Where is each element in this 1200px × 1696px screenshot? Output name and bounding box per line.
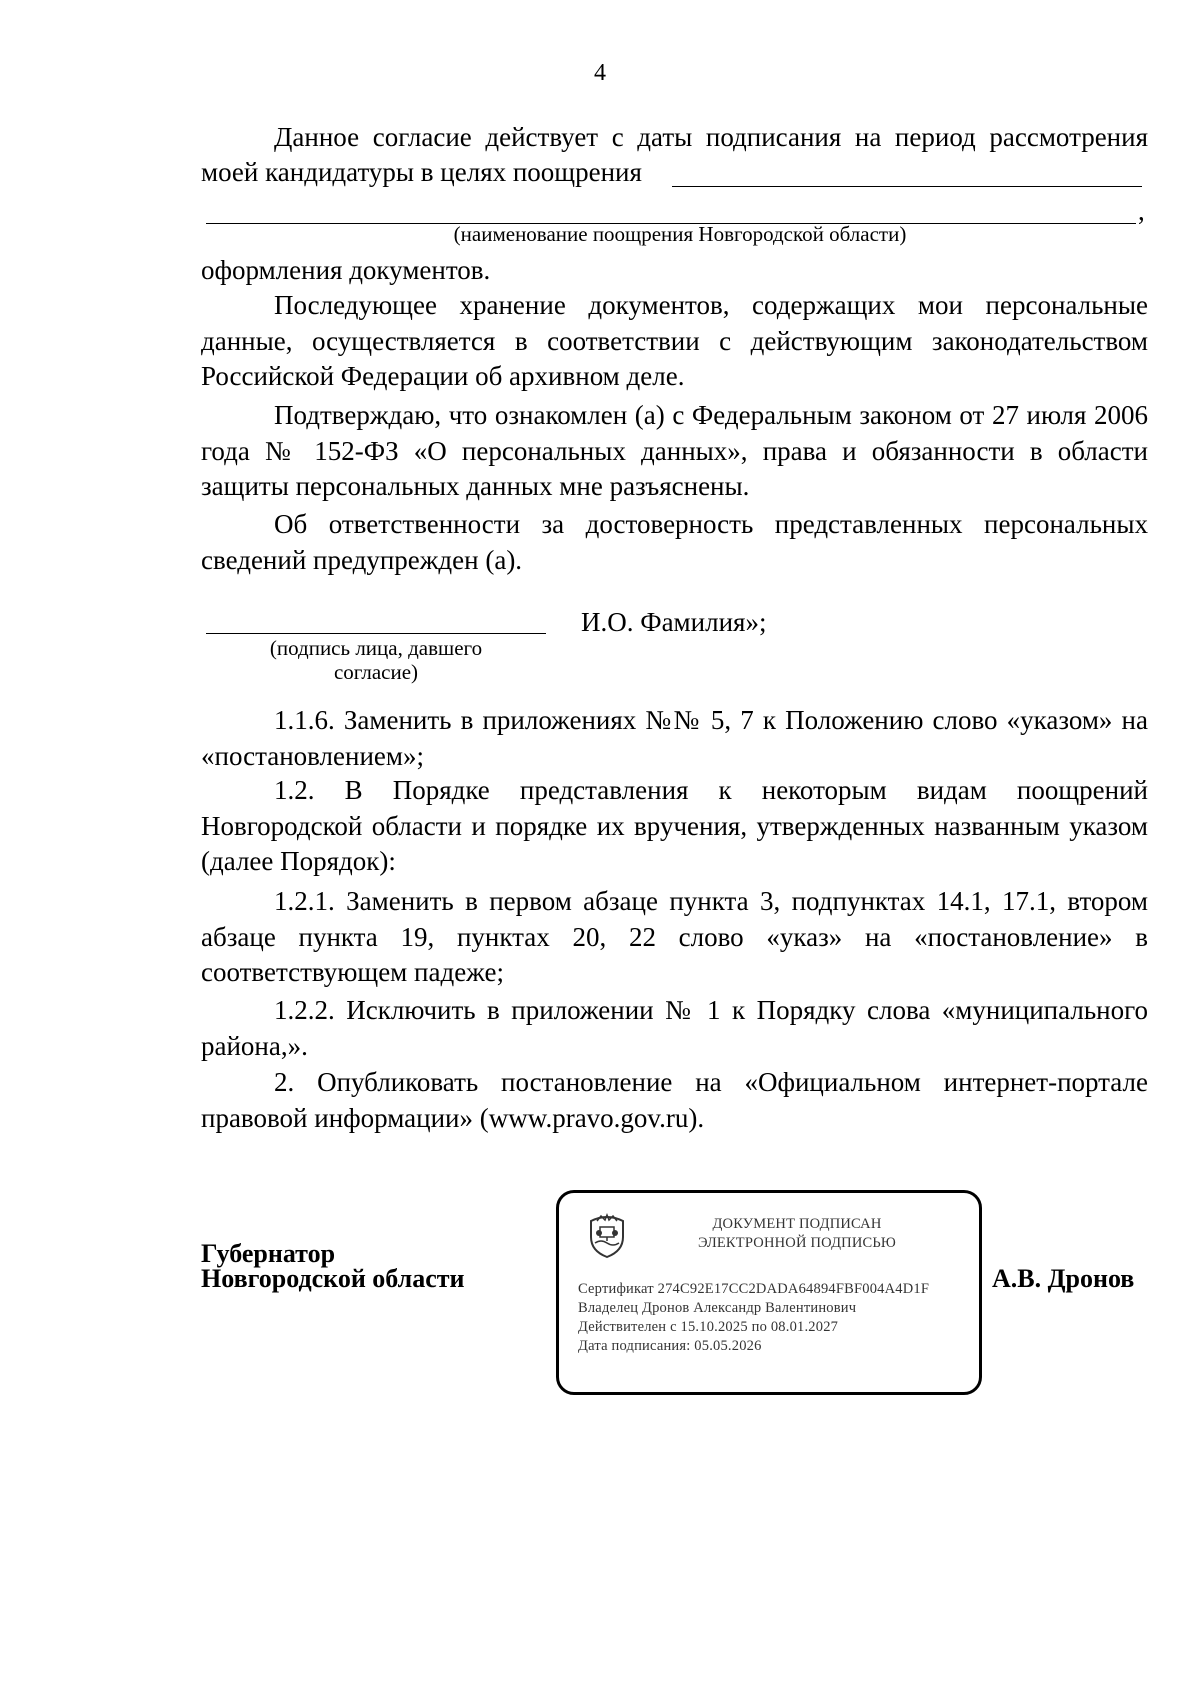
stamp-owner: Владелец Дронов Александр Валентинович bbox=[578, 1300, 857, 1316]
novgorod-coat-of-arms-icon bbox=[583, 1211, 631, 1259]
stamp-validity: Действителен с 15.10.2025 по 08.01.2027 bbox=[578, 1319, 839, 1335]
stamp-title-line-2: ЭЛЕКТРОННОЙ ПОДПИСЬЮ bbox=[697, 1235, 897, 1251]
amendment-1-2-2: 1.2.2. Исключить в приложении № 1 к Порядку слова «муниципального района,». bbox=[201, 995, 1148, 1061]
stamp-title-line-1: ДОКУМЕНТ ПОДПИСАН bbox=[712, 1216, 882, 1232]
page-number: 4 bbox=[594, 60, 606, 86]
award-name-caption: (наименование поощрения Новгородской области) bbox=[453, 222, 907, 246]
governor-title-line-2: Новгородской области bbox=[201, 1264, 465, 1293]
amendment-1-1-6: 1.1.6. Заменить в приложениях №№ 5, 7 к Положению слово «указом» на «постановлением»; bbox=[201, 705, 1148, 771]
consent-paragraph-3: Подтверждаю, что ознакомлен (а) с Федеральным законом от 27 июля 2006 года № 152-ФЗ «О персональных данных», права и обязанности в области защиты персональных данных мне разъяснены. bbox=[201, 400, 1148, 501]
stamp-signing-date: Дата подписания: 05.05.2026 bbox=[578, 1338, 762, 1354]
consent-signature-name: И.О. Фамилия»; bbox=[581, 607, 767, 637]
governor-name: А.В. Дронов bbox=[992, 1264, 1135, 1293]
consent-paragraph-2: Последующее хранение документов, содержащих мои персональные данные, осуществляется в соответствии с действующим законодательством Российской Федерации об архивном деле. bbox=[201, 290, 1148, 391]
consent-paragraph-1-line-1: Данное согласие действует с даты подписания на период рассмотрения bbox=[274, 122, 1148, 152]
paragraph-2-publish: 2. Опубликовать постановление на «Официальном интернет-портале правовой информации» (www.pravo.gov.ru). bbox=[201, 1067, 1148, 1133]
amendment-1-2-1: 1.2.1. Заменить в первом абзаце пункта 3, подпунктах 14.1, 17.1, втором абзаце пункта 19, пунктах 20, 22 слово «указ» на «постановление» в соответствующем падеже; bbox=[201, 886, 1148, 987]
amendment-1-2: 1.2. В Порядке представления к некоторым видам поощрений Новгородской области и порядке их вручения, утвержденных названным указом (далее Порядок): bbox=[201, 775, 1148, 876]
governor-title-line-1: Губернатор bbox=[201, 1239, 336, 1268]
electronic-signature-stamp bbox=[556, 1190, 982, 1395]
award-name-blank-line-1 bbox=[672, 186, 1142, 187]
consent-signature-caption-line-2: согласие) bbox=[333, 660, 419, 684]
consent-signature-line bbox=[206, 633, 546, 634]
consent-paragraph-1-line-3: оформления документов. bbox=[201, 255, 491, 285]
consent-paragraph-1-line-2: моей кандидатуры в целях поощрения bbox=[201, 157, 642, 187]
consent-paragraph-4: Об ответственности за достоверность представленных персональных сведений предупрежден (а). bbox=[201, 509, 1148, 575]
consent-signature-caption-line-1: (подпись лица, давшего bbox=[269, 636, 483, 660]
award-blank-comma: , bbox=[1138, 196, 1145, 226]
stamp-certificate: Сертификат 274C92E17CC2DADA64894FBF004A4D1F bbox=[578, 1281, 930, 1297]
